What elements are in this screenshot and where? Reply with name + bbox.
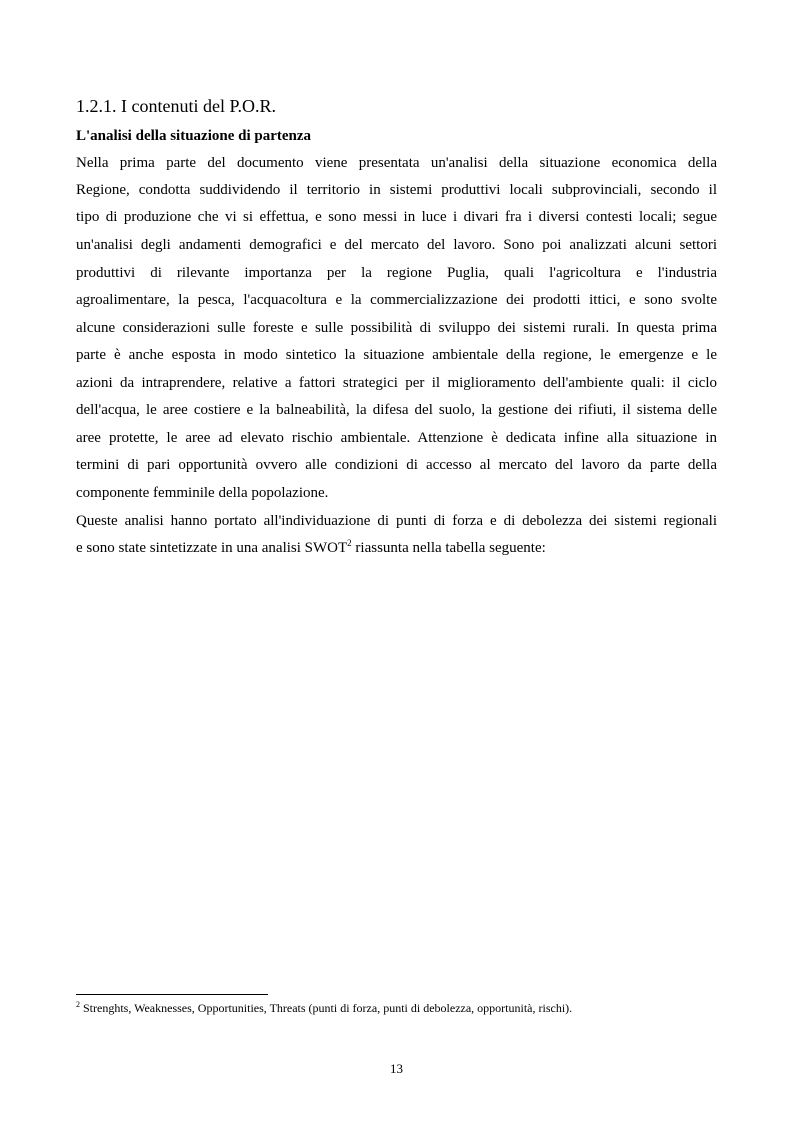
footnote-marker: 2 bbox=[76, 1000, 80, 1009]
paragraph-line: termini di pari opportunità ovvero alle condizioni di accesso al mercato del lavoro da parte della bbox=[76, 457, 717, 473]
paragraph-line: alcune considerazioni sulle foreste e sulle possibilità di sviluppo dei sistemi rurali. In questa prima bbox=[76, 320, 717, 336]
footnote-text: Strenghts, Weaknesses, Opportunities, Threats (punti di forza, punti di debolezza, opportunità, rischi). bbox=[80, 1001, 573, 1015]
paragraph-text: e sono state sintetizzate in una analisi SWOT bbox=[76, 540, 348, 556]
paragraph-line: produttivi di rilevante importanza per la regione Puglia, quali l'agricoltura e l'industria bbox=[76, 265, 717, 281]
footnote bbox=[76, 999, 572, 1017]
paragraph-line: Nella prima parte del documento viene presentata un'analisi della situazione economica della bbox=[76, 155, 717, 171]
paragraph-line: un'analisi degli andamenti demografici e del mercato del lavoro. Sono poi analizzati alcuni settori bbox=[76, 237, 717, 253]
paragraph-line bbox=[76, 537, 717, 559]
paragraph-line: aree protette, le aree ad elevato rischio ambientale. Attenzione è dedicata infine alla situazione in bbox=[76, 430, 717, 446]
paragraph-line: agroalimentare, la pesca, l'acquacoltura e la commercializzazione dei prodotti ittici, e sono svolte bbox=[76, 292, 717, 308]
page-number: 13 bbox=[390, 1061, 403, 1076]
paragraph-line: azioni da intraprendere, relative a fattori strategici per il miglioramento dell'ambiente quali: il ciclo bbox=[76, 375, 717, 391]
section-heading: 1.2.1. I contenuti del P.O.R. bbox=[76, 96, 276, 116]
paragraph-line: Queste analisi hanno portato all'individuazione di punti di forza e di debolezza dei sistemi regionali bbox=[76, 513, 717, 529]
paragraph-line: tipo di produzione che vi si effettua, e sono messi in luce i divari fra i diversi contesti locali; segue bbox=[76, 209, 717, 225]
footnote-reference: 2 bbox=[347, 538, 352, 548]
paragraph-line: Regione, condotta suddividendo il territorio in sistemi produttivi locali subprovinciali, secondo il bbox=[76, 182, 717, 198]
paragraph-line: dell'acqua, le aree costiere e la balneabilità, la difesa del suolo, la gestione dei rifiuti, il sistema delle bbox=[76, 402, 717, 418]
subsection-heading: L'analisi della situazione di partenza bbox=[76, 128, 312, 144]
paragraph-line: parte è anche esposta in modo sintetico la situazione ambientale della regione, le emergenze e le bbox=[76, 347, 717, 363]
paragraph-text: riassunta nella tabella seguente: bbox=[351, 540, 546, 556]
footnote-separator bbox=[76, 994, 268, 995]
paragraph-line: componente femminile della popolazione. bbox=[76, 485, 329, 501]
